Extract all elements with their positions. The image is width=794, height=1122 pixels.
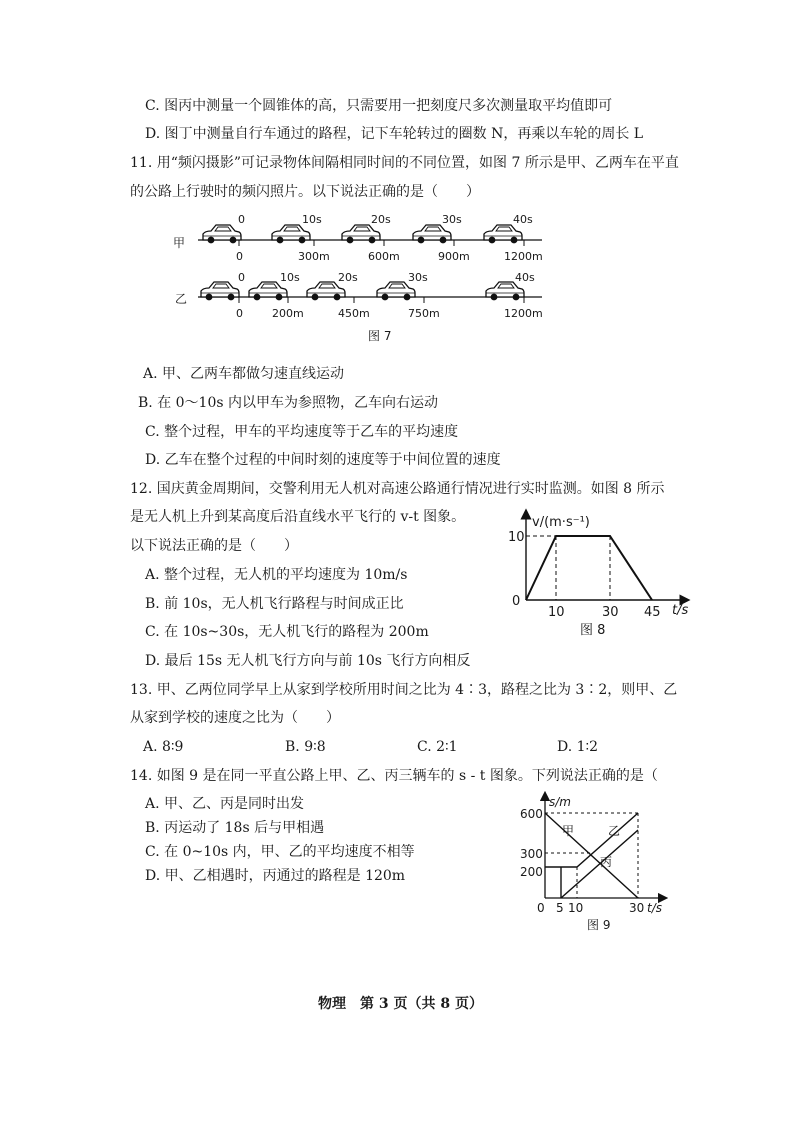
fig7-yi-pos-0: 0 [236,307,243,320]
fig7-jia-pos-1200m: 1200m [504,250,543,263]
q12-option-a: A. 整个过程，无人机的平均速度为 10m/s [145,567,408,583]
fig8-y-label: v/(m·s⁻¹) [532,515,590,530]
fig8-caption: 图 8 [580,623,606,638]
fig7-jia-pos-900m: 900m [438,250,470,263]
q12-option-d: D. 最后 15s 无人机飞行方向与前 10s 飞行方向相反 [145,653,471,669]
fig9-label-jia: 甲 [562,824,575,838]
fig7-jia-time-40s: 40s [513,213,533,226]
q14-option-c: C. 在 0~10s 内，甲、乙的平均速度不相等 [145,844,415,860]
fig9-label-yi: 乙 [608,824,621,838]
q13-stem-line2: 从家到学校的速度之比为（ ） [130,710,340,726]
figure-7 [160,200,560,350]
fig8-x-tick-30: 30 [602,605,619,620]
fig9-y-tick-300: 300 [520,847,543,861]
fig7-jia-time-10s: 10s [302,213,322,226]
fig9-x-tick-5: 5 [556,901,564,915]
q12-stem-line3: 以下说法正确的是（ ） [130,538,298,554]
fig7-jia-pos-0: 0 [236,250,243,263]
q12-stem-line1: 12. 国庆黄金周期间，交警利用无人机对高速公路通行情况进行实时监测。如图 8 所示 [130,481,665,497]
q14-stem: 14. 如图 9 是在同一平直公路上甲、乙、丙三辆车的 s - t 图象。下列说法正确的是（ [130,768,658,784]
fig9-x-tick-0: 0 [537,901,545,915]
fig7-jia-time-20s: 20s [371,213,391,226]
fig9-label-bing: 丙 [600,855,613,869]
q13-option-c: C. 2∶1 [417,739,458,755]
q12-stem-line2: 是无人机上升到某高度后沿直线水平飞行的 v-t 图象。 [130,509,466,525]
fig7-jia-pos-300m: 300m [298,250,330,263]
fig9-x-tick-30: 30 [629,901,645,915]
fig9-y-tick-200: 200 [520,865,543,879]
fig7-jia-pos-600m: 600m [368,250,400,263]
q11-option-a: A. 甲、乙两车都做匀速直线运动 [143,366,345,382]
fig7-yi-pos-200m: 200m [272,307,304,320]
figure-8-vt-graph [500,504,710,644]
fig7-jia-time-30s: 30s [442,213,462,226]
page-footer: 物理 第 3 页（共 8 页） [318,996,483,1012]
fig9-x-tick-10: 10 [568,901,584,915]
q11-option-d: D. 乙车在整个过程的中间时刻的速度等于中间位置的速度 [145,452,501,468]
fig8-x-label: t/s [672,603,689,618]
fig7-jia-car-0 [203,225,241,243]
q14-option-d: D. 甲、乙相遇时，丙通过的路程是 120m [145,868,406,884]
q14-option-a: A. 甲、乙、丙是同时出发 [145,796,305,812]
q14-option-b: B. 丙运动了 18s 后与甲相遇 [145,820,325,836]
fig7-jia-car-20s [342,225,380,243]
q13-option-a: A. 8∶9 [143,739,184,755]
fig7-yi-time-10s: 10s [280,271,300,284]
fig7-yi-time-30s: 30s [408,271,428,284]
fig9-caption: 图 9 [587,918,611,932]
fig8-origin: 0 [512,594,521,609]
q11-stem-line1: 11. 用“频闪摄影”可记录物体间隔相同时间的不同位置，如图 7 所示是甲、乙两车在平直 [130,155,679,171]
fig7-jia-car-30s [413,225,451,243]
fig8-velocity-line [526,536,652,600]
q10-option-d: D. 图丁中测量自行车通过的路程，记下车轮转过的圈数 N，再乘以车轮的周长 L [145,126,644,142]
fig7-yi-car-0 [201,282,239,300]
fig8-y-tick-10: 10 [508,530,525,545]
q12-option-c: C. 在 10s~30s，无人机飞行的路程为 200m [145,624,429,640]
q13-option-b: B. 9∶8 [285,739,326,755]
fig7-caption: 图 7 [368,329,392,343]
q11-stem-line2: 的公路上行驶时的频闪照片。以下说法正确的是（ ） [130,184,480,200]
figure-9-st-graph [505,790,685,935]
fig7-jia-time-0: 0 [238,213,245,226]
fig7-yi-car-30s [377,282,415,300]
fig7-jia-label: 甲 [173,236,186,250]
q12-option-b: B. 前 10s，无人机飞行路程与时间成正比 [145,596,404,612]
fig7-yi-time-40s: 40s [515,271,535,284]
q13-option-d: D. 1∶2 [557,739,599,755]
q10-option-c: C. 图丙中测量一个圆锥体的高，只需要用一把刻度尺多次测量取平均值即可 [145,98,613,114]
fig7-yi-car-40s [486,282,524,300]
fig7-yi-car-20s [307,282,345,300]
q11-option-b: B. 在 0～10s 内以甲车为参照物，乙车向右运动 [138,395,438,411]
fig7-jia-car-10s [272,225,310,243]
fig7-yi-pos-450m: 450m [338,307,370,320]
fig8-x-tick-10: 10 [548,605,565,620]
q13-stem-line1: 13. 甲、乙两位同学早上从家到学校所用时间之比为 4∶3，路程之比为 3∶2，则甲、乙 [130,682,678,698]
fig8-x-tick-45: 45 [644,605,661,620]
q11-option-c: C. 整个过程，甲车的平均速度等于乙车的平均速度 [145,424,459,440]
fig7-yi-time-20s: 20s [338,271,358,284]
fig7-yi-pos-750m: 750m [408,307,440,320]
fig9-y-label: s/m [549,795,571,809]
fig9-x-label: t/s [647,901,662,915]
fig7-yi-label: 乙 [175,292,188,306]
fig7-yi-pos-1200m: 1200m [504,307,543,320]
fig7-yi-time-0: 0 [238,271,245,284]
fig9-y-tick-600: 600 [520,807,543,821]
fig7-yi-car-10s [249,282,287,300]
fig7-jia-car-40s [484,225,522,243]
fig9-line-yi [545,813,638,867]
